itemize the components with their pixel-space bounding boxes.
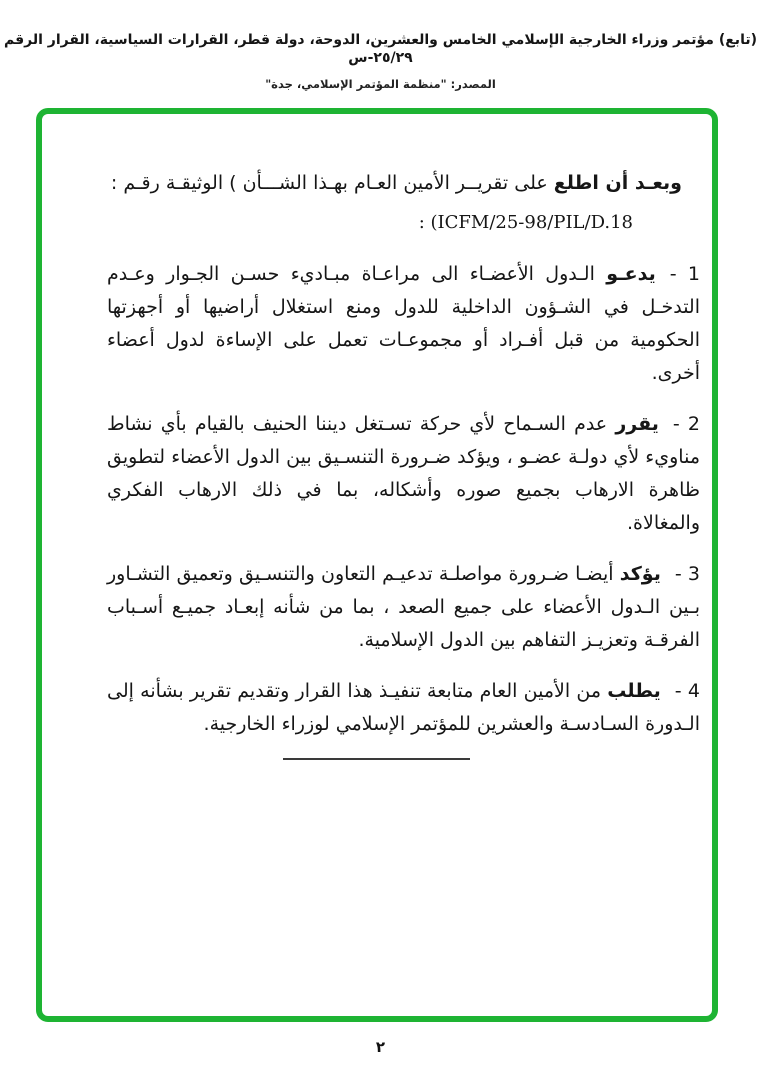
item-number: 3 - [674, 563, 700, 585]
document-reference-code: : (ICFM/25-98/PIL/D.18 [418, 212, 633, 233]
header-citation-line: (تابع) مؤتمر وزراء الخارجية الإسلامي الخامس والعشرين، الدوحة، دولة قطر، القرارات السياسية، القرار الرقم ٢٥/٢٩-س [4, 32, 757, 66]
end-of-resolution-divider [283, 758, 470, 760]
item-text: من الأمين العام متابعة تنفيـذ هذا القرار وتقديم تقرير بشأنه إلى الـدورة السـادسـة والعشرين للمؤتمر الإسلامي لوزراء الخارجية. [107, 680, 700, 735]
resolution-item-paragraph [107, 675, 700, 741]
item-number: 1 - [669, 263, 700, 285]
resolution-item-2 [107, 408, 700, 540]
resolution-item-3 [107, 558, 700, 657]
item-text: أيضـا ضـرورة مواصلـة تدعيـم التعاون والتنسـيق وتعميق التشـاور بـين الـدول الأعضاء على جميع الصعد ، بما من شأنه إبعـاد جميـع أسـباب الفرقـة وتعزيـز التفاهم بين الدول الإسلامية. [107, 563, 700, 651]
document-frame [36, 108, 718, 1022]
item-number: 2 - [672, 413, 700, 435]
resolution-item-paragraph [107, 558, 700, 657]
page-number: ٢ [375, 1038, 386, 1056]
resolution-item-paragraph [107, 258, 700, 390]
document-reference [107, 205, 633, 240]
header-source-line: المصدر: "منظمة المؤتمر الإسلامي، جدة" [265, 77, 496, 91]
opening-rest-text: على تقريــر الأمين العـام بهـذا الشـــأن ) الوثيقـة رقـم : [110, 172, 554, 194]
item-text: عدم السـماح لأي حركة تسـتغل ديننا الحنيف بالقيام بأي نشاط مناويء لأي دولـة عضـو ، ويؤكد ضـرورة التنسـيق بين الدول الأعضاء لتطويق ظاهرة الارهاب بجميع صوره وأشكاله، بما في ذلك الارهاب الفكري والمغالاة. [107, 413, 700, 534]
item-lead-verb: يؤكد [619, 563, 661, 585]
item-number: 4 - [674, 680, 700, 702]
opening-paragraph [107, 166, 700, 200]
item-lead-verb: يقرر [615, 413, 659, 435]
document-body [42, 114, 712, 1016]
resolution-item-4 [107, 675, 700, 741]
item-text: الـدول الأعضـاء الى مراعـاة مبـاديء حسـن الجـوار وعـدم التدخـل في الشـؤون الداخلية للدول ومنع استغلال أراضيها أو أجهزتها الحكومية من قبل أفـراد أو مجموعـات تعمل على الإساءة لدول أعضاء أخرى. [107, 263, 700, 384]
item-lead-verb: يطلب [607, 680, 661, 702]
resolution-item-1 [107, 258, 700, 390]
item-lead-verb: يدعـو [606, 263, 656, 285]
opening-bold-phrase: وبعـد أن اطلع [553, 172, 682, 194]
resolution-item-paragraph [107, 408, 700, 540]
document-header [0, 31, 761, 91]
